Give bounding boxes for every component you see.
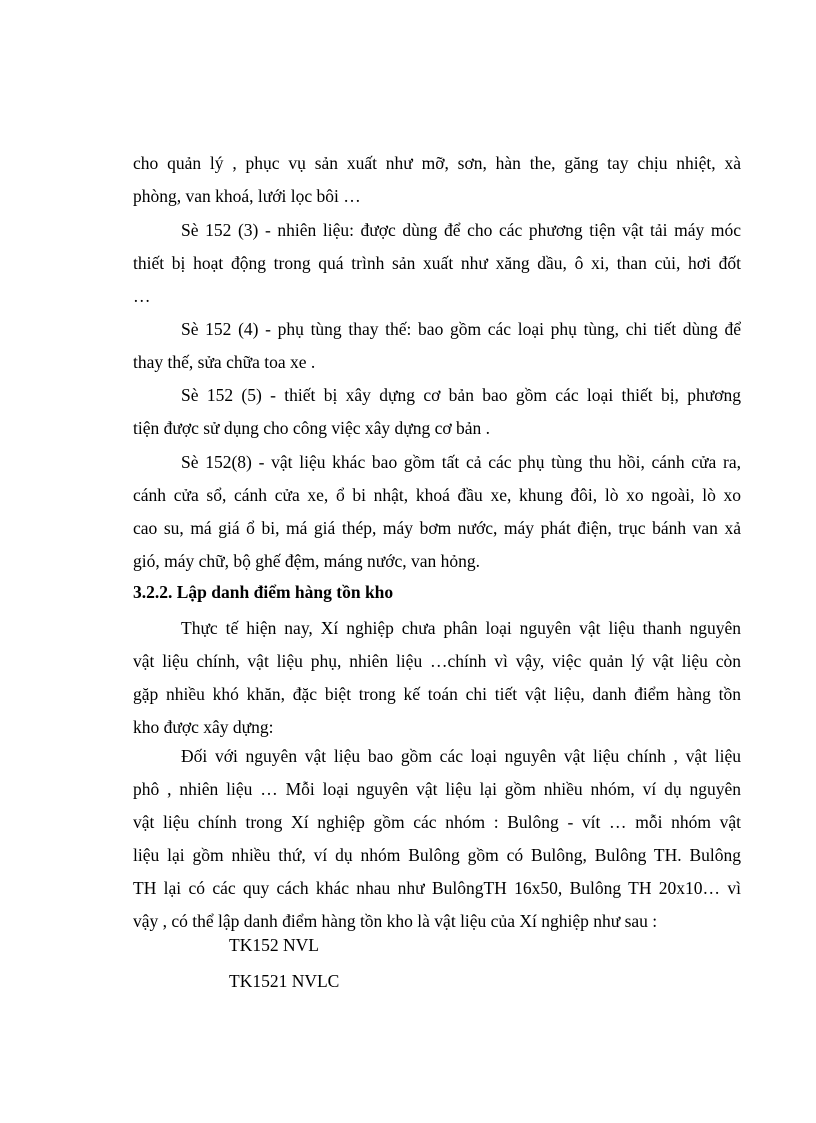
text-line: liệu lại gồm nhiều thứ, ví dụ nhóm Bulông gồm có Bulông, Bulông TH. Bulông [133, 845, 741, 865]
account-list [229, 927, 339, 999]
text-line: cho quản lý , phục vụ sản xuất như mỡ, sơn, hàn the, găng tay chịu nhiệt, xà [133, 153, 741, 173]
text-line: Sè 152 (5) - thiết bị xây dựng cơ bản bao gồm các loại thiết bị, phương [181, 385, 741, 405]
text-line: phòng, van khoá, lưới lọc bôi … [133, 186, 361, 206]
text-line: Sè 152 (4) - phụ tùng thay thế: bao gồm các loại phụ tùng, chi tiết dùng để [181, 319, 741, 339]
paragraph [133, 214, 741, 313]
text-line: Thực tế hiện nay, Xí nghiệp chưa phân loại nguyên vật liệu thanh nguyên [181, 618, 741, 638]
paragraph [133, 612, 741, 744]
text-line: kho được xây dựng: [133, 717, 274, 737]
section-heading: 3.2.2. Lập danh điểm hàng tồn kho [133, 582, 394, 602]
list-item: TK152 NVL [229, 935, 319, 955]
paragraph [133, 379, 741, 445]
text-line: Sè 152(8) - vật liệu khác bao gồm tất cả các phụ tùng thu hồi, cánh cửa ra, [181, 452, 741, 472]
paragraph [133, 313, 741, 379]
paragraph [133, 740, 741, 938]
text-line: tiện được sử dụng cho công việc xây dựng cơ bản . [133, 418, 491, 438]
text-line: TH lại có các quy cách khác nhau như BulôngTH 16x50, Bulông TH 20x10… vì [133, 878, 741, 898]
text-line: gặp nhiều khó khăn, đặc biệt trong kế toán chi tiết vật liệu, danh điểm hàng tồn [133, 684, 741, 704]
text-line: vậy , có thể lập danh điểm hàng tồn kho là vật liệu của Xí nghiệp như sau : [133, 911, 658, 931]
list-item: TK1521 NVLC [229, 971, 340, 991]
text-line: thiết bị hoạt động trong quá trình sản xuất như xăng dầu, ô xi, than củi, hơi đốt [133, 253, 741, 273]
text-line: cánh cửa sổ, cánh cửa xe, ổ bi nhật, khoá đầu xe, khung đôi, lò xo ngoài, lò xo [133, 485, 741, 505]
text-line: thay thế, sửa chữa toa xe . [133, 352, 316, 372]
text-line: gió, máy chữ, bộ ghế đệm, máng nước, van hỏng. [133, 551, 481, 571]
text-line: Sè 152 (3) - nhiên liệu: được dùng để cho các phương tiện vật tải máy móc [181, 220, 741, 240]
text-line: vật liệu chính, vật liệu phụ, nhiên liệu …chính vì vậy, việc quản lý vật liệu còn [133, 651, 741, 671]
text-line: cao su, má giá ổ bi, má giá thép, máy bơm nước, máy phát điện, trục bánh van xả [133, 518, 741, 538]
text-line: vật liệu chính trong Xí nghiệp gồm các nhóm : Bulông - vít … mỗi nhóm vật [133, 812, 741, 832]
text-line: Đối với nguyên vật liệu bao gồm các loại nguyên vật liệu chính , vật liệu [181, 746, 741, 766]
text-line: … [133, 286, 151, 306]
paragraph [133, 446, 741, 578]
paragraph [133, 147, 741, 213]
text-line: phô , nhiên liệu … Mỗi loại nguyên vật liệu lại gồm nhiều nhóm, ví dụ nguyên [133, 779, 741, 799]
